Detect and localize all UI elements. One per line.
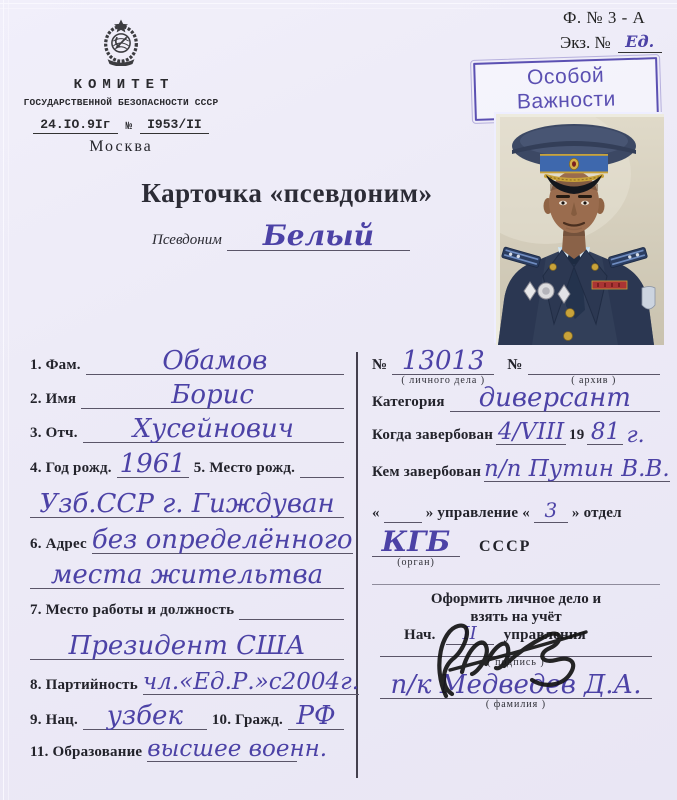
field-name	[30, 382, 344, 409]
field-nationality-line	[83, 703, 207, 730]
field-address-line1	[92, 527, 353, 554]
field-case-number	[372, 346, 660, 386]
doc-date: 24.IO.9Iг	[33, 117, 117, 134]
pseudonym-line	[227, 219, 410, 252]
copy-number-value: Ед.	[625, 32, 655, 51]
field-citizenship-label: 10. Гражд.	[211, 712, 283, 728]
field-party	[30, 669, 360, 695]
organ-value: КГБ	[381, 525, 451, 558]
chief-prefix: Нач.	[404, 627, 436, 643]
field-education-line	[147, 736, 328, 762]
city-label: Москва	[89, 138, 153, 155]
pseudonym-label: Псевдоним	[152, 232, 222, 248]
field-citizenship-value: РФ	[296, 701, 336, 731]
field-work-line2	[30, 633, 344, 660]
year-suffix: г.	[626, 423, 645, 448]
year-value: 81	[590, 419, 621, 445]
portrait-photo	[496, 114, 664, 345]
copy-number-row	[560, 33, 662, 53]
field-by-value: п/п Путин В.В.	[484, 456, 670, 482]
directorate-mid-label: » управление «	[425, 505, 530, 521]
field-when-line	[496, 421, 566, 445]
field-work-value-row	[30, 633, 344, 660]
field-work-line1	[239, 611, 344, 620]
field-birth-place-value-row	[30, 491, 344, 518]
letterhead	[12, 18, 230, 156]
department-value: 3	[544, 498, 558, 522]
field-birth-year-label: 4. Год рожд.	[30, 460, 112, 476]
field-patronymic-value: Хусейнович	[132, 414, 294, 444]
field-surname-line	[86, 348, 344, 375]
number-sign: №	[507, 357, 523, 373]
approver-value: п/к Медведев Д.А.	[390, 670, 642, 700]
doc-date-row	[12, 117, 230, 134]
field-birth-place-line	[300, 469, 344, 478]
column-divider	[356, 352, 358, 778]
field-address-value1: без определённого	[91, 525, 353, 555]
case-number-line	[392, 346, 494, 386]
field-category-line	[450, 385, 660, 412]
field-nationality-label: 9. Нац.	[30, 712, 78, 728]
field-name-label: 2. Имя	[30, 391, 77, 407]
field-by-label: Кем завербован	[372, 464, 482, 480]
directorate-line	[384, 514, 422, 523]
resolution-line1: Оформить личное дело и	[430, 591, 602, 607]
signature-scribble	[416, 604, 598, 706]
scan-edge-line	[0, 3, 677, 4]
field-work-value: Президент США	[68, 631, 306, 661]
copy-number-label: Экз. №	[560, 33, 611, 52]
number-sign: №	[125, 121, 133, 133]
field-surname-value: Обамов	[162, 346, 268, 376]
signature-caption: ( подпись )	[487, 657, 545, 668]
organ-caption: (орган)	[397, 557, 435, 568]
field-address	[30, 525, 353, 555]
field-education-label: 11. Образование	[30, 744, 143, 760]
number-sign: №	[372, 357, 388, 373]
pseudonym-value: Белый	[262, 219, 374, 252]
field-birth-year-line	[117, 451, 189, 478]
field-birth-place-value: Узб.ССР г. Гиждуван	[39, 489, 335, 519]
secrecy-stamp: Особой Важности	[473, 57, 659, 121]
archive-number-caption: ( архив )	[571, 375, 617, 386]
field-when-label: Когда завербован	[372, 427, 494, 443]
soviet-emblem-icon	[98, 18, 144, 66]
year-prefix: 19	[569, 427, 585, 443]
field-recruited-when	[372, 419, 660, 448]
field-category	[372, 385, 660, 412]
scan-edge-line	[3, 0, 4, 800]
field-surname	[30, 348, 344, 375]
field-citizenship-line	[288, 703, 344, 730]
field-birth-place-line2	[30, 491, 344, 518]
field-party-value: чл.«Ед.Р.»с2004г.	[142, 669, 360, 695]
copy-number-line	[618, 34, 662, 53]
form-code: Ф. № 3 - А	[563, 8, 646, 27]
pseudonym-row	[152, 219, 410, 252]
organ-line	[372, 525, 460, 568]
field-party-line	[143, 671, 359, 695]
field-education	[30, 738, 344, 762]
field-address-line2	[30, 562, 344, 589]
field-patronymic	[30, 416, 344, 443]
approver-caption: ( фамилия )	[485, 699, 547, 710]
case-number-value: 13013	[401, 346, 485, 376]
directorate-tail-label: » отдел	[571, 505, 622, 521]
organ-suffix: СССР	[479, 538, 532, 555]
field-birth-year-value: 1961	[119, 449, 186, 479]
case-number-caption: ( личного дела )	[401, 375, 486, 386]
field-name-value: Борис	[171, 380, 254, 410]
field-nationality	[30, 703, 344, 730]
field-patronymic-label: 3. Отч.	[30, 425, 78, 441]
field-nationality-value: узбек	[106, 701, 183, 731]
field-work-label: 7. Место работы и должность	[30, 602, 235, 618]
field-name-line	[81, 382, 344, 409]
field-when-value: 4/VIII	[497, 419, 565, 445]
field-directorate	[372, 500, 660, 523]
department-line	[534, 500, 568, 523]
quote-open: «	[372, 505, 380, 521]
section-separator	[372, 584, 660, 585]
field-recruited-by	[372, 456, 670, 482]
field-education-value: высшее военн.	[147, 736, 328, 762]
field-patronymic-line	[83, 416, 344, 443]
field-category-value: диверсант	[478, 383, 631, 413]
field-birth	[30, 451, 344, 478]
field-party-label: 8. Партийность	[30, 677, 138, 693]
doc-number: I953/II	[140, 117, 209, 134]
chief-value: II	[462, 623, 477, 644]
year-line	[587, 421, 623, 445]
org-name-line2: ГОСУДАРСТВЕННОЙ БЕЗОПАСНОСТИ СССР	[23, 97, 219, 108]
field-address-row2	[30, 562, 344, 589]
card-title: Карточка «псевдоним»	[141, 178, 433, 208]
field-address-label: 6. Адрес	[30, 536, 87, 552]
resolution-line2: взять на учёт	[470, 609, 562, 625]
field-birth-place-label: 5. Место рожд.	[193, 460, 296, 476]
field-category-label: Категория	[372, 394, 445, 410]
field-by-line	[484, 458, 670, 482]
field-organ	[372, 525, 660, 568]
field-address-value2: места жительтва	[50, 560, 324, 590]
field-surname-label: 1. Фам.	[30, 357, 81, 373]
archive-number-line	[528, 366, 660, 386]
field-work	[30, 602, 344, 620]
org-name-line1: КОМИТЕТ	[73, 77, 175, 93]
scan-edge-line	[8, 0, 9, 800]
chief-suffix: управления	[503, 627, 586, 643]
